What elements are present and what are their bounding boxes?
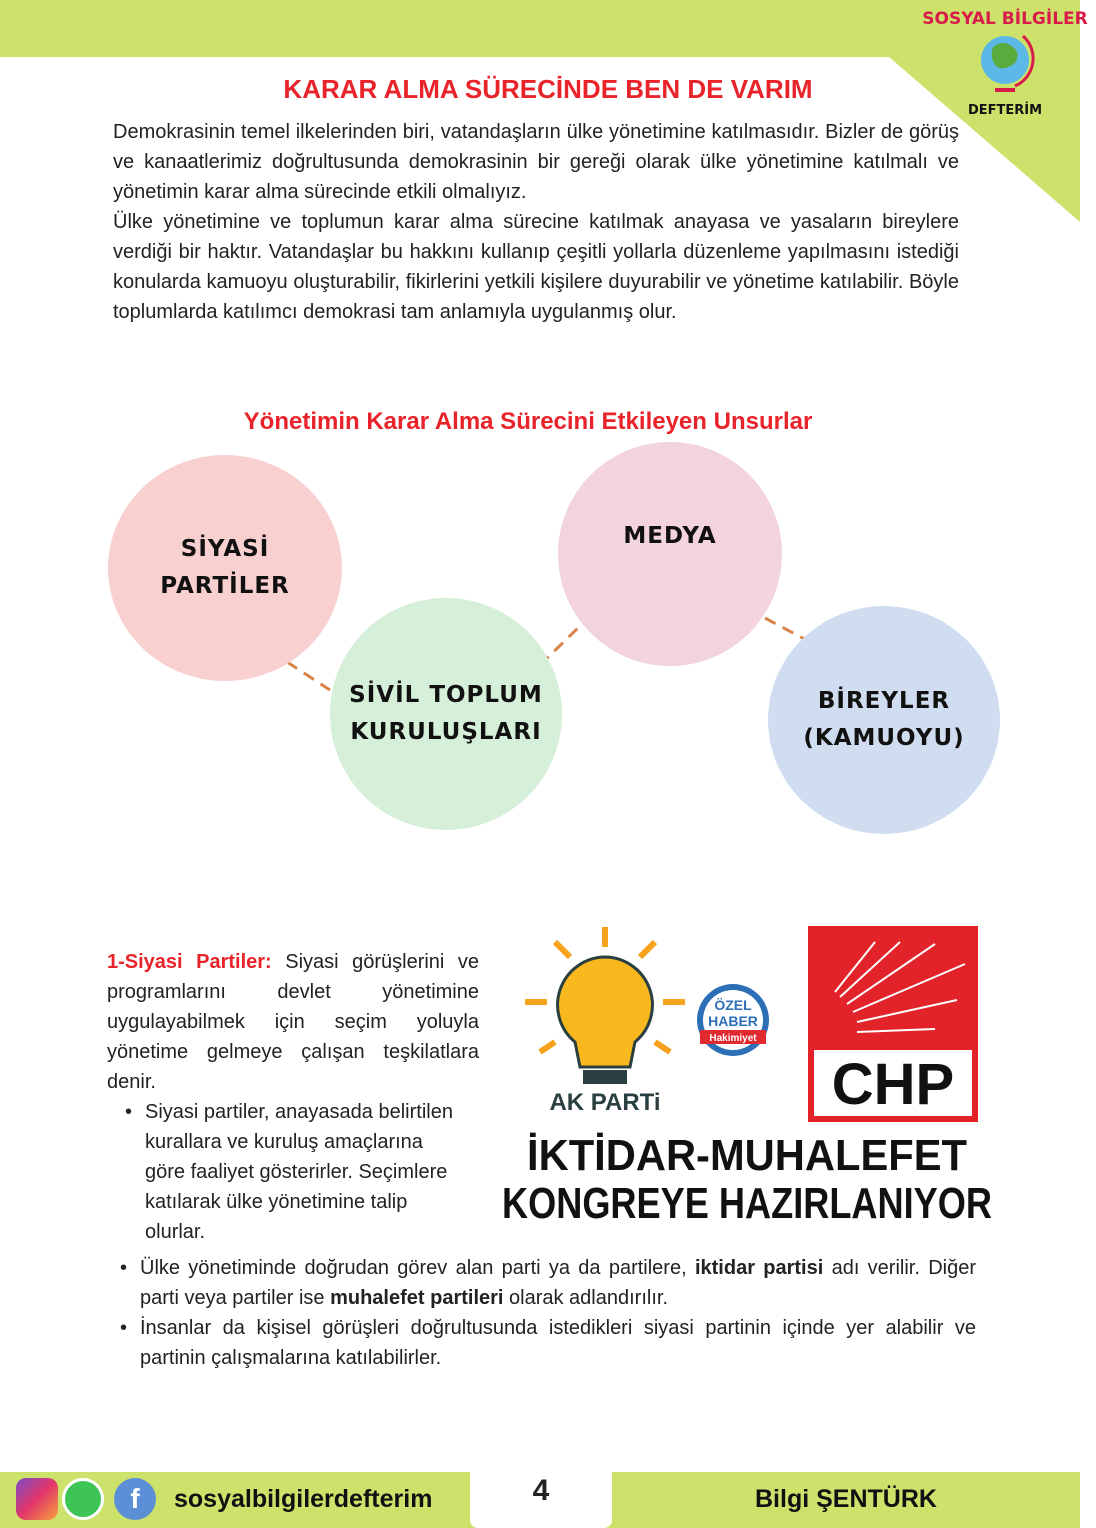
list-item: • Ülke yönetiminde doğrudan görev alan parti ya da partilere, iktidar partisi adı verilir. Diğer parti veya partiler ise muhalefet partileri olarak adlandırılır. — [118, 1253, 976, 1313]
chp-text: CHP — [831, 1052, 955, 1117]
facebook-icon[interactable]: f — [114, 1478, 156, 1520]
instagram-icon[interactable] — [16, 1478, 58, 1520]
svg-text:SOSYAL BİLGİLER: SOSYAL BİLGİLER — [922, 9, 1088, 29]
page-number: 4 — [470, 1466, 612, 1528]
intro-paragraph: Demokrasinin temel ilkelerinden biri, vatandaşların ülke yönetimine katılmasıdır. Bizler de görüş ve kanaatlerimiz doğrultusunda demokrasinin bir gereği olarak ülke yönetimine katılmalı ve yönetimin karar alma sürecinde etkili olmalıyız. — [113, 121, 959, 203]
party-logos-image — [495, 922, 1000, 1228]
badge-text: ÖZEL — [714, 997, 752, 1013]
badge-text: Hakimiyet — [709, 1033, 757, 1044]
list-item: • İnsanlar da kişisel görüşleri doğrultusunda istedikleri siyasi partinin içinde yer alabilir ve partinin çalışmalarına katılabilirler. — [118, 1313, 976, 1373]
page-title: KARAR ALMA SÜRECİNDE BEN DE VARIM — [283, 74, 813, 104]
bottom-bullets — [118, 1253, 976, 1373]
diagram-title: Yönetimin Karar Alma Sürecini Etkileyen Unsurlar — [243, 408, 813, 435]
badge-text: HABER — [708, 1013, 758, 1029]
social-handle: sosyalbilgilerdefterim — [174, 1485, 433, 1513]
svg-text:DEFTERİM: DEFTERİM — [967, 103, 1043, 118]
headline-line: İKTİDAR-MUHALEFET — [527, 1131, 968, 1180]
siyasi-partiler-section — [107, 947, 479, 1247]
headline-line: KONGREYE HAZIRLANIYOR — [502, 1179, 992, 1228]
author-name: Bilgi ŞENTÜRK — [755, 1485, 937, 1513]
node-medya — [558, 442, 782, 666]
node-siyasi-partiler — [108, 455, 342, 681]
section-heading: 1-Siyasi Partiler: — [107, 951, 272, 973]
akp-text: AK PARTi — [549, 1089, 661, 1116]
whatsapp-icon[interactable] — [62, 1478, 104, 1520]
node-bireyler — [768, 606, 1000, 834]
node-label: BİREYLER (KAMUOYU) — [803, 688, 965, 751]
section-definition: Siyasi görüşlerini ve programlarını devlet yönetimine uygulayabilmek için seçim yoluyla yönetime gelmeye çalışan teşkilatlara denir. — [107, 951, 479, 1093]
intro-paragraph: Ülke yönetimine ve toplumun karar alma sürecine katılmak anayasa ve yasaların bireylere verdiği bir haktır. Vatandaşlar bu hakkını kullanıp çeşitli yollarla düzenleme yapılmasını istediği konularda kamuoyu oluşturabilir, fikirlerini yetkili kişilere duyurabilir ve yönetime katılabilir. Böyle toplumlarda katılımcı demokrasi tam anlamıyla uygulanmış olur. — [113, 211, 959, 323]
node-label: SİVİL TOPLUM KURULUŞLARI — [349, 682, 543, 745]
node-label: MEDYA — [623, 523, 717, 549]
news-image — [495, 922, 1000, 1228]
list-item: • Siyasi partiler, anayasada belirtilen kurallara ve kuruluş amaçlarına göre faaliyet gösterirler. Seçimlere katılarak ülke yönetimine talip olurlar. — [123, 1097, 463, 1247]
node-label: SİYASİ PARTİLER — [160, 536, 290, 599]
node-sivil-toplum — [330, 598, 562, 830]
